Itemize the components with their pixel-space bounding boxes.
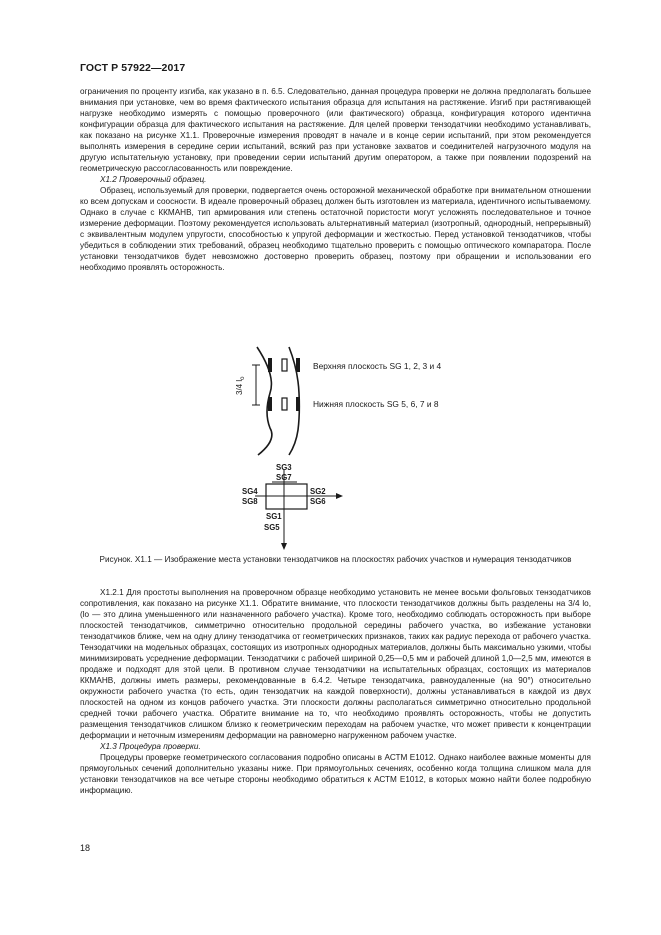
section-x12-text: Образец, используемый для проверки, подвергается очень осторожной механической обработке при внимательном отношении ко всем допускам и соосности. В идеале проверочный образец должен быть изготовлен из материала, идентичного испытываемому. Однако в случае с ККМАНВ, тип армирования или степень остаточной пористости могут усложнять последовательное и точное измерение деформации. Поэтому рекомендуется использовать альтернативный материал (изотропный, однородный, непрерывный) с эквивалентным модулем упругости, способностью к упругой деформации и жесткостью. Перед установкой тензодатчиков, чтобы убедиться в соблюдении этих требований, образец необходимо тщательно проверить с помощью оптического компаратора. После установки тензодатчиков будет невозможно достоверно проверить образец, поэтому при обращении и использовании его необходимо проявлять осторожность. (80, 186, 591, 272)
dimension-label: 3/4 $l_o$ (235, 376, 246, 395)
label-sg1: SG1 (266, 512, 282, 521)
lower-plane-label: Нижняя плоскость SG 5, 6, 7 и 8 (313, 399, 439, 409)
label-sg2: SG2 (310, 487, 326, 496)
gauge-upper-left (268, 358, 272, 372)
label-sg6: SG6 (310, 497, 326, 506)
arrow-right (336, 493, 343, 499)
label-sg4: SG4 (242, 487, 258, 496)
page-number: 18 (80, 843, 91, 853)
section-x12-heading: X1.2 Проверочный образец. (100, 175, 207, 184)
upper-plane-label: Верхняя плоскость SG 1, 2, 3 и 4 (313, 361, 442, 371)
label-sg8: SG8 (242, 497, 258, 506)
section-x13-text: Процедуры проверке геометрического согласования подробно описаны в АСТМ E1012. Однако наиболее важные моменты для прямоугольных сечений дополнительно указаны ниже. При прямоугольных сечениях, особенно когда толщина слишком мала для установки тензодатчиков на все четыре стороны необходимо обратиться к АСТМ E1012, в которых можно найти более подробную информацию. (80, 753, 591, 795)
label-sg7: SG7 (276, 473, 292, 482)
label-sg3: SG3 (276, 463, 292, 472)
arrow-down (281, 543, 287, 550)
gauge-upper-right (296, 358, 300, 372)
section-x13-heading: X1.3 Процедура проверки. (100, 742, 201, 751)
gauge-lower-center (282, 398, 287, 410)
gauge-upper-center (282, 359, 287, 371)
gauge-lower-right (296, 397, 300, 411)
section-x121-text: X1.2.1 Для простоты выполнения на проверочном образце необходимо установить не менее восьми фольговых тензодатчиков сопротивления, как показано на рисунке X1.1. Обратите внимание, что плоскости тензодатчиков должны быть разделены на 3/4 lo, (lo — это длина уменьшенного или назначенного рабочего участка). Кроме того, необходимо соблюдать осторожность при выборе плоскостей тензодатчиков, симметрично относительно продольной середины рабочего участка, во избежание установки тензодатчиков ближе, чем на одну длину тензодатчика от геометрических признаков, таких как радиус перехода от рабочего участка. Тензодатчики на модельных образцах, состоящих из изотропных однородных материалов, должны быть максимально узкими, чтобы минимизировать усреднение деформации. Тензодатчики с рабочей шириной 0,25—0,5 мм и рабочей длиной 1,0—2,5 мм, имеются в продаже и подходят для этой цели. В противном случае тензодатчики на испытательных образцах, состоящих из материалов ККМАНВ, должны иметь размеры, рекомендованные в 6.4.2. Четыре тензодатчика, равноудаленные (на 90°) относительно окружности рабочего участка (то есть, один тензодатчик на каждой поверхности), должны устанавливаться в каждой из двух плоскостей на одном из концов рабочего участка. Эти плоскости должны располагаться симметрично относительно продольной средней точки рабочего участка. Обратите внимание на то, что необходимо проявлять осторожность, чтобы не допустить размещения тензодатчиков слишком близко к геометрическим переходам на рабочем участке, что может привести к концентрации деформации и неточным измерениям деформации на равномерно нагруженном рабочем участке. (80, 588, 591, 740)
intro-paragraph: ограничения по проценту изгиба, как указано в п. 6.5. Следовательно, данная процедура проверки не должна предполагать большее внимания при установке, чем во время фактического испытания образца для испытания на растяжение. Изгиб при растягивающей нагрузке необходимо измерять с помощью проверочного (или фактического) образца, конфигурация которого идентична конфигурации образца для фактического испытания на растяжение. Для целей проверки тензодатчики необходимо устанавливать, как показано на рисунке X1.1. Проверочные измерения проводят в начале и в конце серии испытаний, при этом рекомендуется выполнять измерения в середине серии испытаний, всякий раз при установке захватов и соединителей нагрузочного модуля на другую испытательную установку, при проведении серии испытаний другим оператором, а также при появлении подозрений на геометрическую рассогласованность или повреждение. (80, 87, 591, 173)
label-sg5: SG5 (264, 523, 280, 532)
document-header: ГОСТ Р 57922—2017 (80, 62, 186, 74)
bottom-text-block (80, 587, 591, 796)
figure-caption: Рисунок. X1.1 — Изображение места установки тензодатчиков на плоскостях рабочих участков и нумерация тензодатчиков (99, 555, 572, 564)
gauge-lower-left (268, 397, 272, 411)
